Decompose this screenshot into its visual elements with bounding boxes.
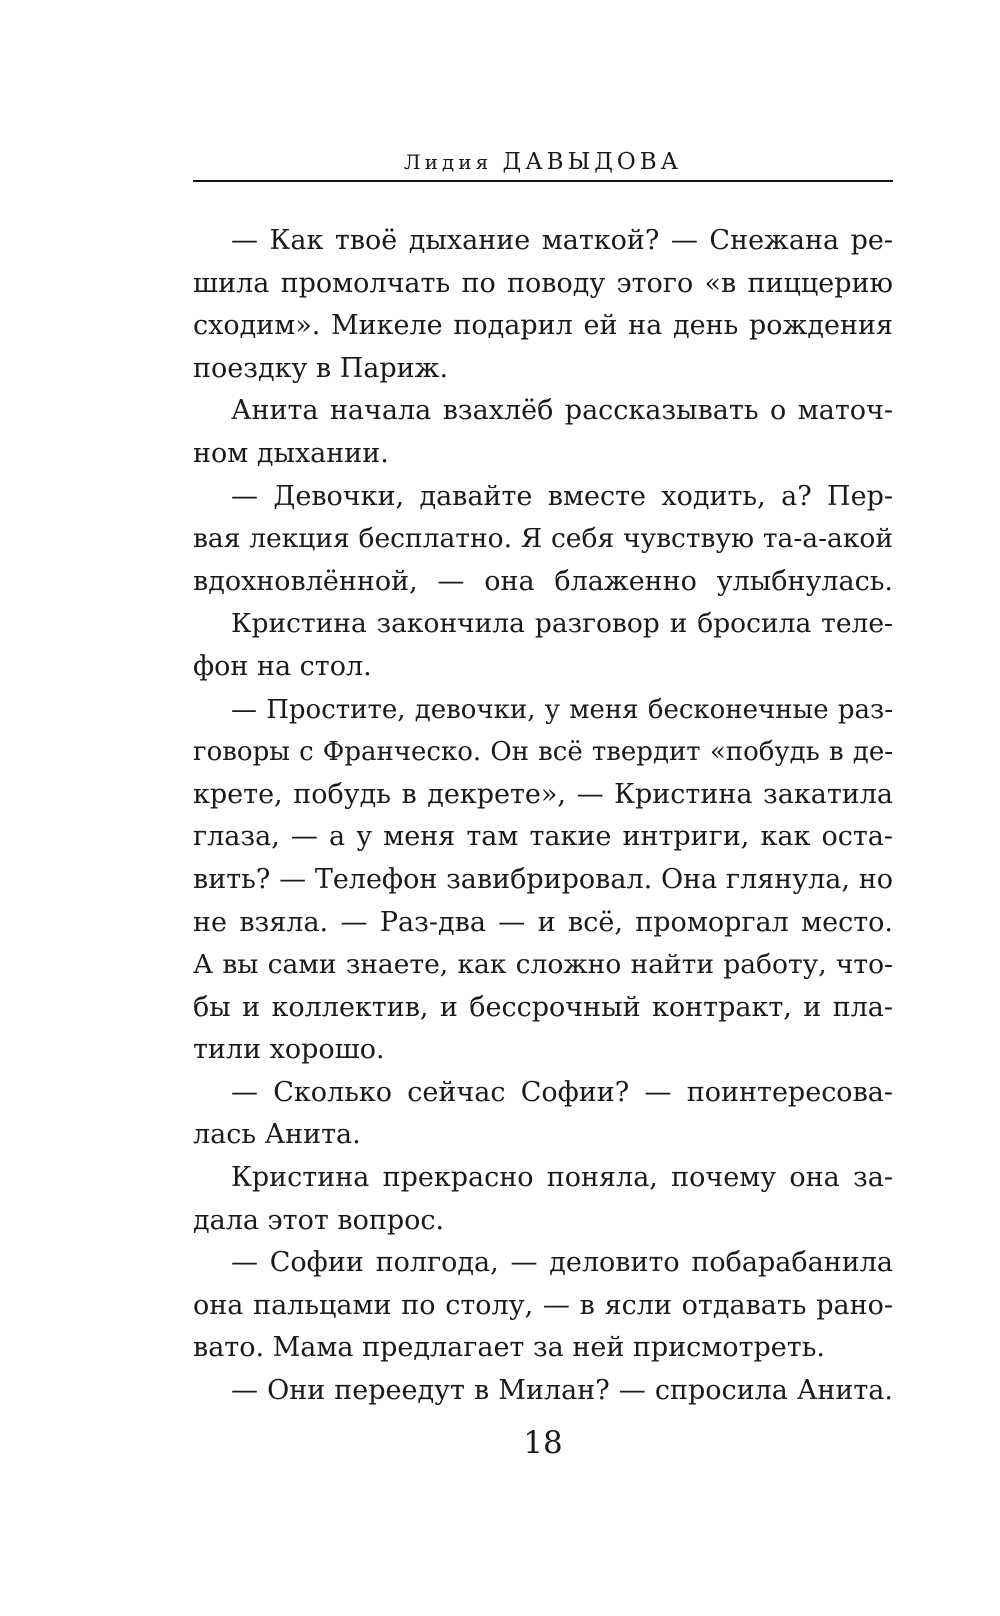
running-header xyxy=(193,150,893,174)
author-first-name: Лидия xyxy=(403,150,493,174)
header-rule xyxy=(193,180,893,182)
text-line: она пальцами по столу, — в ясли отдавать рано- xyxy=(193,1289,893,1321)
text-line: крете, побудь в декрете», — Кристина закатила xyxy=(193,778,893,810)
body-text xyxy=(193,220,893,1413)
text-line: Кристина закончила разговор и бросила теле- xyxy=(231,608,893,640)
text-line: говоры с Франческо. Он всё твердит «побудь в де- xyxy=(193,737,893,768)
text-line: шила промолчать по поводу этого «в пиццерию xyxy=(193,267,893,299)
text-line: не взяла. — Раз-два — и всё, проморгал место. xyxy=(193,906,893,938)
text-line: — Софии полгода, — деловито побарабанила xyxy=(231,1247,893,1279)
text-line: фон на стол. xyxy=(193,650,372,682)
text-line: Кристина прекрасно поняла, почему она за- xyxy=(231,1162,893,1194)
text-line: — Девочки, давайте вместе ходить, а? Пер- xyxy=(231,480,893,512)
text-line: поездку в Париж. xyxy=(193,352,449,384)
text-line: — Сколько сейчас Софии? — поинтересова- xyxy=(231,1076,893,1108)
page-number: 18 xyxy=(523,1425,563,1461)
text-line: бы и коллектив, и бессрочный контракт, и пла- xyxy=(193,991,893,1023)
text-line: — Как твоё дыхание маткой? — Снежана ре- xyxy=(231,225,893,256)
text-line: — Простите, девочки, у меня бесконечные раз- xyxy=(231,694,893,725)
text-line: ном дыхании. xyxy=(193,437,389,469)
text-line: вато. Мама предлагает за ней присмотреть. xyxy=(193,1332,825,1364)
text-line: глаза, — а у меня там такие интриги, как оста- xyxy=(193,821,893,853)
text-line: вдохновлённой, — она блаженно улыбнулась. xyxy=(193,565,893,597)
author-last-name: ДАВЫДОВА xyxy=(502,149,683,175)
text-line: лась Анита. xyxy=(193,1119,361,1151)
text-line: тили хорошо. xyxy=(193,1034,385,1066)
text-line: — Они переедут в Милан? — спросила Анита. xyxy=(231,1375,893,1407)
text-line: Анита начала взахлёб рассказывать о маточ- xyxy=(231,395,893,427)
text-line: сходим». Микеле подарил ей на день рождения xyxy=(193,310,893,342)
text-line: А вы сами знаете, как сложно найти работу, что- xyxy=(193,949,893,981)
text-line: вая лекция бесплатно. Я себя чувствую та-а-акой xyxy=(193,523,893,555)
text-line: дала этот вопрос. xyxy=(193,1204,445,1236)
text-line: вить? — Телефон завибрировал. Она глянула, но xyxy=(193,863,893,895)
